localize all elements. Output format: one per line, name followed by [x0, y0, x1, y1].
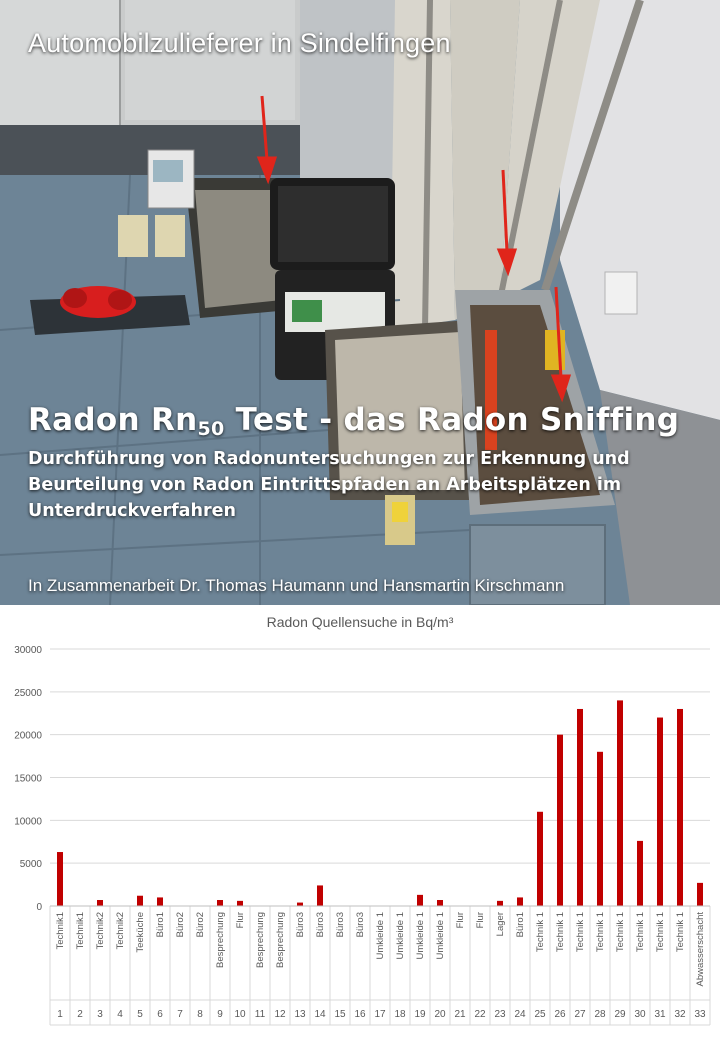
- category-number: 10: [234, 1009, 246, 1020]
- bar: [557, 735, 563, 906]
- bar: [317, 885, 323, 906]
- heading-subscript: 50: [197, 418, 225, 440]
- category-label: Technik 1: [555, 912, 566, 953]
- category-label: Technik 1: [655, 912, 666, 953]
- category-label: Umkleide 1: [435, 912, 446, 960]
- heading-text: Radon Rn: [28, 402, 198, 438]
- category-number: 17: [374, 1009, 386, 1020]
- bar: [437, 900, 443, 906]
- bar: [497, 901, 503, 906]
- category-number: 3: [97, 1009, 103, 1020]
- chart-canvas: [0, 605, 720, 1040]
- category-number: 33: [694, 1009, 706, 1020]
- bar: [637, 841, 643, 906]
- heading-rest: Test - das Radon Sniffing: [224, 402, 680, 438]
- category-label: Büro3: [295, 912, 306, 938]
- category-label: Technik2: [115, 912, 126, 950]
- credit-line: In Zusammenarbeit Dr. Thomas Haumann und Hansmartin Kirschmann: [28, 576, 565, 595]
- category-number: 26: [554, 1009, 566, 1020]
- category-label: Technik 1: [595, 912, 606, 953]
- category-label: Besprechung: [275, 912, 286, 968]
- category-number: 14: [314, 1009, 326, 1020]
- category-number: 32: [674, 1009, 686, 1020]
- bar: [657, 718, 663, 906]
- category-number: 30: [634, 1009, 646, 1020]
- main-heading: [28, 402, 679, 440]
- category-number: 11: [254, 1009, 266, 1020]
- y-tick-label: 25000: [14, 687, 42, 699]
- category-label: Büro3: [335, 912, 346, 938]
- category-number: 29: [614, 1009, 626, 1020]
- y-tick-label: 30000: [14, 645, 42, 656]
- category-number: 6: [157, 1009, 163, 1020]
- category-number: 7: [177, 1009, 183, 1020]
- category-label: Abwasserschacht: [695, 912, 706, 987]
- bar: [297, 903, 303, 906]
- bar: [417, 895, 423, 906]
- category-number: 1: [57, 1009, 63, 1020]
- category-label: Besprechung: [255, 912, 266, 968]
- category-number: 15: [334, 1009, 346, 1020]
- bar: [677, 709, 683, 906]
- category-number: 27: [574, 1009, 586, 1020]
- bar: [577, 709, 583, 906]
- radon-bar-chart: [0, 605, 720, 1040]
- category-label: Umkleide 1: [415, 912, 426, 960]
- category-number: 5: [137, 1009, 143, 1020]
- category-number: 28: [594, 1009, 606, 1020]
- category-label: Büro2: [195, 912, 206, 938]
- bar: [157, 897, 163, 906]
- sub-heading: Durchführung von Radonuntersuchungen zur Erkennung und Beurteilung von Radon Eintrittspfaden an Arbeitsplätzen im Unterdruckverfahren: [28, 449, 630, 521]
- bar: [137, 896, 143, 906]
- category-label: Technik 1: [675, 912, 686, 953]
- category-label: Büro3: [355, 912, 366, 938]
- category-label: Lager: [495, 912, 506, 937]
- category-label: Umkleide 1: [375, 912, 386, 960]
- category-label: Technik1: [75, 912, 86, 950]
- category-label: Büro2: [175, 912, 186, 938]
- bar: [97, 900, 103, 906]
- category-label: Büro3: [315, 912, 326, 938]
- category-number: 21: [454, 1009, 466, 1020]
- location-title: Automobilzulieferer in Sindelfingen: [28, 28, 451, 58]
- category-number: 9: [217, 1009, 223, 1020]
- category-number: 2: [77, 1009, 83, 1020]
- category-number: 24: [514, 1009, 526, 1020]
- category-number: 20: [434, 1009, 446, 1020]
- category-label: Technik 1: [635, 912, 646, 953]
- y-tick-label: 5000: [19, 859, 42, 871]
- category-label: Flur: [235, 912, 246, 929]
- bar: [697, 883, 703, 906]
- bar: [217, 900, 223, 906]
- y-tick-label: 10000: [14, 816, 42, 828]
- bar: [537, 812, 543, 906]
- category-number: 4: [117, 1009, 123, 1020]
- bar: [237, 901, 243, 906]
- category-label: Büro1: [155, 912, 166, 938]
- y-tick-label: 0: [36, 902, 42, 913]
- y-tick-label: 15000: [14, 773, 42, 785]
- category-label: Technik 1: [615, 912, 626, 953]
- category-number: 19: [414, 1009, 426, 1020]
- category-number: 12: [274, 1009, 286, 1020]
- category-number: 25: [534, 1009, 546, 1020]
- category-label: Technik1: [55, 912, 66, 950]
- category-label: Flur: [455, 912, 466, 929]
- category-number: 13: [294, 1009, 306, 1020]
- category-label: Technik 1: [575, 912, 586, 953]
- y-tick-label: 20000: [14, 730, 42, 742]
- chart-title: Radon Quellensuche in Bq/m³: [266, 614, 454, 630]
- category-label: Teeküche: [135, 912, 146, 953]
- category-label: Technik2: [95, 912, 106, 950]
- bar: [597, 752, 603, 906]
- bar: [517, 897, 523, 906]
- category-label: Büro1: [515, 912, 526, 938]
- category-label: Umkleide 1: [395, 912, 406, 960]
- category-label: Besprechung: [215, 912, 226, 968]
- category-number: 16: [354, 1009, 366, 1020]
- category-number: 22: [474, 1009, 486, 1020]
- bar: [57, 852, 63, 906]
- category-number: 18: [394, 1009, 406, 1020]
- category-number: 31: [654, 1009, 666, 1020]
- category-number: 23: [494, 1009, 506, 1020]
- category-number: 8: [197, 1009, 203, 1020]
- bar: [617, 700, 623, 906]
- category-label: Flur: [475, 912, 486, 929]
- category-label: Technik 1: [535, 912, 546, 953]
